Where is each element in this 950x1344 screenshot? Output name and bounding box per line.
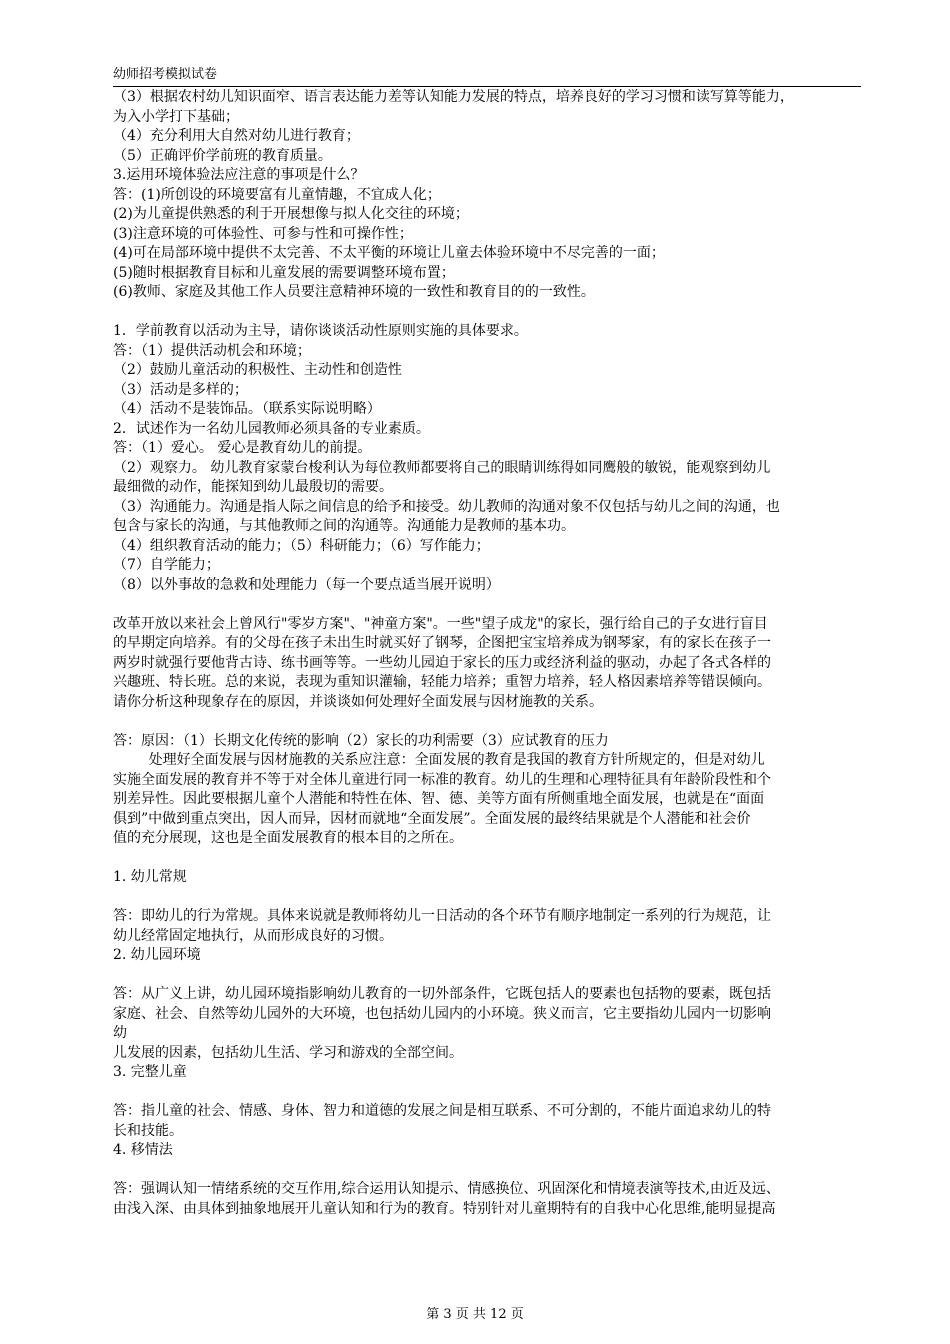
- text-line: （7）自学能力；: [113, 557, 220, 573]
- blank-line: [113, 1161, 865, 1181]
- text-line: 处理好全面发展与因材施教的关系应注意：全面发展的教育是我国的教育方针所规定的，但是对幼儿: [113, 752, 765, 768]
- text-line: 请你分析这种现象存在的原因，并谈谈如何处理好全面发展与因材施教的关系。: [113, 693, 603, 710]
- text-line: 答：从广义上讲，幼儿园环境指影响幼儿教育的一切外部条件，它既包括人的要素也包括物的要素，既包括: [113, 986, 771, 1002]
- text-line: 1．学前教育以活动为主导，请你谈谈活动性原则实施的具体要求。: [113, 323, 528, 339]
- text-line: 1. 幼儿常规: [113, 869, 187, 885]
- text-line: 3. 完整儿童: [113, 1064, 187, 1080]
- blank-line: [113, 966, 865, 986]
- text-line: 4. 移情法: [113, 1142, 173, 1158]
- text-line: 3.运用环境体验法应注意的事项是什么？: [113, 167, 365, 183]
- text-line: 答：（1）爱心。 爱心是教育幼儿的前提。: [113, 440, 372, 456]
- text-line: 两岁时就强行要他背古诗、练书画等等。一些幼儿园迫于家长的压力或经济利益的驱动，办起了各式各样的: [113, 654, 771, 671]
- text-line: 答：强调认知一情绪系统的交互作用,综合运用认知提示、情感换位、巩固深化和情境表演等技术,由近及远、: [113, 1181, 780, 1197]
- text-line: (4)可在局部环境中提供不太完善、不太平衡的环境让儿童去体验环境中不尽完善的一面；: [113, 245, 665, 261]
- text-line: (3)注意环境的可体验性、可参与性和可操作性；: [113, 225, 413, 242]
- text-line: 兴趣班、特长班。总的来说，表现为重知识灌输，轻能力培养；重智力培养，轻人格因素培养等错误倾向。: [113, 674, 771, 690]
- text-line: 答：即幼儿的行为常规。具体来说就是教师将幼儿一日活动的各个环节有顺序地制定一系列的行为规范，让: [113, 908, 771, 924]
- text-line: 2．试述作为一名幼儿园教师必须具备的专业素质。: [113, 420, 430, 437]
- text-line: 由浅入深、由具体到抽象地展开儿童认知和行为的教育。特别针对儿童期特有的自我中心化思维,能明显提高: [113, 1200, 776, 1217]
- text-line: （4）组织教育活动的能力；（5）科研能力；（6）写作能力；: [113, 537, 490, 554]
- blank-line: [113, 595, 865, 615]
- text-line: (2)为儿童提供熟悉的利于开展想像与拟人化交往的环境；: [113, 206, 469, 222]
- text-line: 幼儿经常固定地执行，从而形成良好的习惯。: [113, 927, 393, 944]
- text-line: 俱到”中做到重点突出，因人而异，因材而就地“全面发展”。全面发展的最终结果就是个人潜能和社会价: [113, 810, 751, 827]
- text-line: （3）活动是多样的；: [113, 381, 248, 398]
- text-line: （4）充分利用大自然对幼儿进行教育；: [113, 128, 360, 144]
- text-line: (5)随时根据教育目标和儿童发展的需要调整环境布置；: [113, 264, 455, 281]
- text-line: （2）观察力。 幼儿教育家蒙台梭利认为每位教师都要将自己的眼睛训练得如同鹰般的敏锐，能观察到幼儿: [113, 459, 771, 476]
- text-line: 长和技能。: [113, 1122, 183, 1139]
- text-line: （3）沟通能力。沟通是指人际之间信息的给予和接受。幼儿教师的沟通对象不仅包括与幼儿之间的沟通，也: [113, 498, 780, 515]
- text-line: 家庭、社会、自然等幼儿园外的大环境，也包括幼儿园内的小环境。狭义而言，它主要指幼儿园内一切影响: [113, 1005, 771, 1022]
- text-line: 值的充分展现，这也是全面发展教育的根本目的之所在。: [113, 830, 463, 846]
- blank-line: [113, 303, 865, 323]
- text-line: 答：(1)所创设的环境要富有儿童情趣，不宜成人化；: [113, 186, 441, 203]
- text-line: 最细微的动作，能探知到幼儿最殷切的需要。: [113, 479, 393, 495]
- text-line: 幼: [113, 1025, 127, 1041]
- document-body: [113, 88, 865, 1219]
- header-divider: [113, 86, 861, 87]
- text-line: 别差异性。因此要根据儿童个人潜能和特性在体、智、德、美等方面有所侧重地全面发展，也就是在“面面: [113, 791, 765, 807]
- text-line: 为入小学打下基础；: [113, 108, 239, 125]
- text-line: 的早期定向培养。有的父母在孩子未出生时就买好了钢琴，企图把宝宝培养成为钢琴家，有的家长在孩子一: [113, 635, 771, 651]
- text-line: 答：原因：（1）长期文化传统的影响（2）家长的功利需要（3）应试教育的压力: [113, 732, 609, 749]
- blank-line: [113, 888, 865, 908]
- page-header-title: 幼师招考模拟试卷: [113, 67, 218, 82]
- text-line: 改革开放以来社会上曾风行"零岁方案"、"神童方案"。一些"望子成龙"的家长，强行给自己的子女进行盲目: [113, 615, 768, 632]
- blank-line: [113, 712, 865, 732]
- text-line: （8）以外事故的急救和处理能力（每一个要点适当展开说明）: [113, 576, 500, 593]
- text-line: （3）根据农村幼儿知识面窄、语言表达能力差等认知能力发展的特点，培养良好的学习习惯和读写算等能力，: [113, 89, 794, 105]
- text-line: 答：（1）提供活动机会和环境；: [113, 342, 311, 359]
- text-line: 答：指儿童的社会、情感、身体、智力和道德的发展之间是相互联系、不可分割的，不能片面追求幼儿的特: [113, 1103, 771, 1119]
- text-line: （4）活动不是装饰品。（联系实际说明略）: [113, 401, 381, 417]
- blank-line: [113, 849, 865, 869]
- text-line: 包含与家长的沟通，与其他教师之间的沟通等。沟通能力是教师的基本功。: [113, 518, 575, 534]
- page-footer-number: 第 3 页 共 12 页: [426, 1307, 524, 1322]
- blank-line: [113, 1083, 865, 1103]
- text-line: （2）鼓励儿童活动的积极性、主动性和创造性: [113, 362, 402, 378]
- text-line: 实施全面发展的教育并不等于对全体儿童进行同一标准的教育。幼儿的生理和心理特征具有年龄阶段性和个: [113, 771, 771, 788]
- text-line: 2. 幼儿园环境: [113, 947, 201, 963]
- text-line: (6)教师、家庭及其他工作人员要注意精神环境的一致性和教育目的的一致性。: [113, 284, 595, 300]
- text-line: （5）正确评价学前班的教育质量。: [113, 147, 332, 164]
- text-line: 儿发展的因素，包括幼儿生活、学习和游戏的全部空间。: [113, 1044, 463, 1061]
